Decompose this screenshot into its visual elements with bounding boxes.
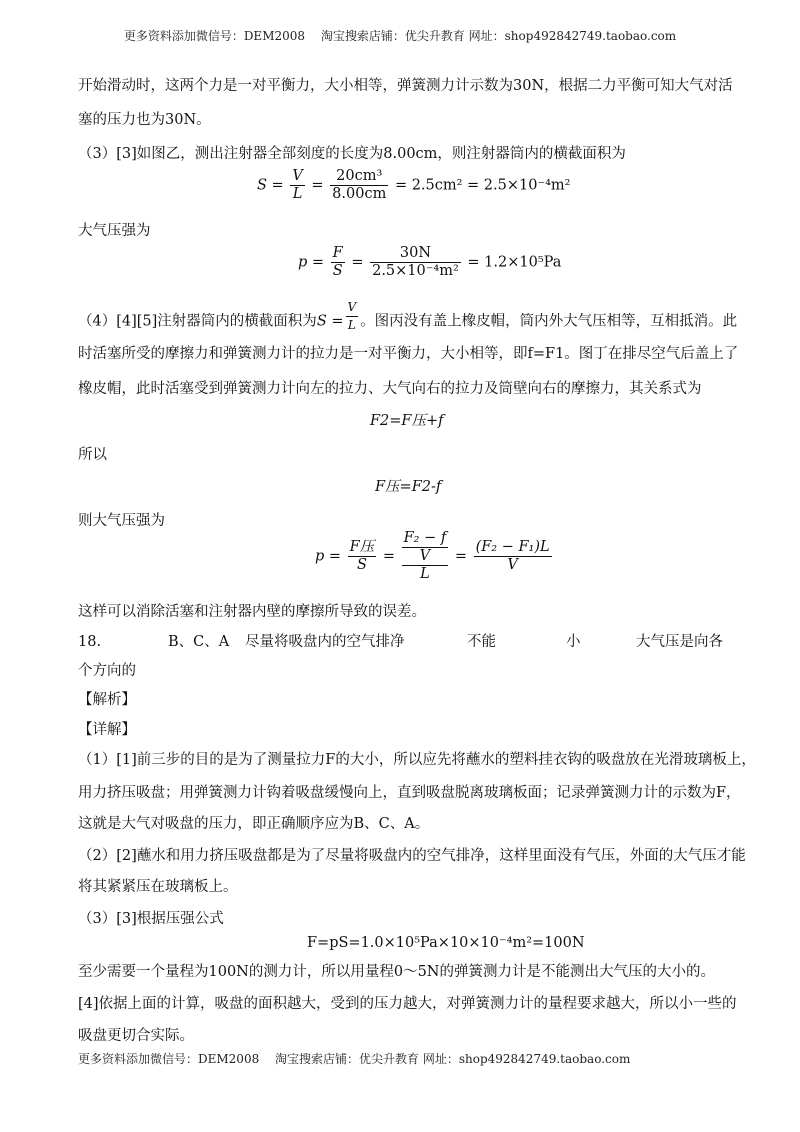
text-line: 塞的压力也为30N。: [78, 112, 211, 128]
text-line: 大气压强为: [78, 223, 151, 239]
denominator: S: [356, 557, 367, 573]
text-line: （1）[1]前三步的目的是为了测量拉力F的大小，所以应先将蘸水的塑料挂衣钩的吸盘放在光滑玻璃板上，: [78, 752, 756, 768]
fraction: [474, 539, 552, 574]
denominator: 2.5×10⁻⁴m²: [372, 263, 459, 279]
denominator-numerator: V: [402, 548, 449, 566]
denominator: L: [292, 186, 303, 202]
section-heading: 【详解】: [78, 722, 136, 738]
eq-rhs: = 2.5cm² = 2.5×10⁻⁴m²: [394, 177, 571, 194]
text-line: （3）[3]根据压强公式: [78, 911, 224, 927]
text-line: 这样可以消除活塞和注射器内壁的摩擦所导致的误差。: [78, 604, 426, 620]
text-line: 至少需要一个量程为100N的测力计，所以用量程0～5N的弹簧测力计是不能测出大气压的大小的。: [78, 964, 715, 980]
text-line: 所以: [78, 447, 107, 463]
eq-lhs: S =: [316, 313, 344, 330]
equation-pressure-derived: p = $\frac{\text{F压}}{S}$ = F₂ − f V L = $\frac{\text{(F₂ − F₁)L}}{V}$: [315, 530, 550, 582]
text-line: 将其紧紧压在玻璃板上。: [78, 879, 238, 895]
denominator: S: [332, 263, 343, 279]
fraction: [290, 168, 304, 203]
section-heading: 【解析】: [78, 692, 136, 708]
text-span: （4）[4][5]注射器筒内的横截面积为: [78, 313, 317, 330]
numerator: F₂ − f: [403, 530, 447, 546]
numerator: F: [332, 245, 343, 261]
page-header: 更多资料添加微信号：DEM2008 淘宝搜索店铺：优尖升教育 网址：shop492842749.taobao.com: [123, 29, 677, 43]
numerator: 20cm³: [330, 168, 388, 186]
denominator: 8.00cm: [332, 186, 387, 202]
answer-number: 18.: [78, 634, 102, 650]
fraction: [330, 168, 388, 203]
fraction: [348, 539, 377, 574]
page-footer: 更多资料添加微信号：DEM2008 淘宝搜索店铺：优尖升教育 网址：shop492842749.taobao.com: [78, 1052, 631, 1066]
equation-area: S = $\frac{V}{L}$ = $\frac{\text{20cm³}}{8.00cm}$ = 2.5cm² = 2.5×10⁻⁴m²: [257, 168, 571, 202]
denominator: L: [347, 318, 356, 332]
text-line: 这就是大气对吸盘的压力，即正确顺序应为B、C、A。: [78, 816, 430, 832]
eq-rhs: = 1.2×10⁵Pa: [467, 254, 562, 271]
formula-line: F压=F2-f: [375, 479, 442, 495]
denominator-denominator: L: [420, 566, 430, 582]
text-line: 时活塞所受的摩擦力和弹簧测力计的拉力是一对平衡力，大小相等，即f=F1。图丁在排尽空气后盖上了: [78, 346, 739, 362]
text-line: （3）[3]如图乙，测出注射器全部刻度的长度为8.00cm，则注射器筒内的横截面积为: [78, 146, 626, 162]
eq-lhs: S =: [257, 177, 284, 194]
text-line: 则大气压强为: [78, 513, 165, 529]
text-line: 用力挤压吸盘；用弹簧测力计钩着吸盘缓慢向上，直到吸盘脱离玻璃板面；记录弹簧测力计的示数为F，: [78, 785, 741, 801]
answer-1: B、C、A: [168, 634, 230, 650]
numerator: 30N: [370, 245, 461, 263]
formula-line: F=pS=1.0×10⁵Pa×10×10⁻⁴m²=100N: [307, 935, 585, 951]
fraction: [402, 530, 449, 583]
eq-lhs: p =: [298, 254, 325, 271]
text-line: 橡皮帽，此时活塞受到弹簧测力计向左的拉力、大气向右的拉力及筒壁向右的摩擦力，其关系式为: [78, 381, 702, 397]
numerator: V: [292, 168, 303, 184]
fraction: [370, 245, 461, 280]
text-line: 吸盘更切合实际。: [78, 1028, 194, 1044]
numerator: (F₂ − F₁)L: [475, 539, 550, 555]
numerator: V: [346, 299, 359, 317]
answer-2: 尽量将吸盘内的空气排净: [245, 634, 405, 650]
denominator: V: [507, 557, 518, 573]
text-line: （2）[2]蘸水和用力挤压吸盘都是为了尽量将吸盘内的空气排净，这样里面没有气压，外面的大气压才能: [78, 848, 746, 864]
text-line: 开始滑动时，这两个力是一对平衡力，大小相等，弹簧测力计示数为30N，根据二力平衡可知大气对活: [78, 78, 733, 94]
text-span: 。图丙没有盖上橡皮帽，筒内外大气压相等，互相抵消。此: [360, 313, 738, 330]
answer-3: 不能: [467, 634, 496, 650]
inline-fraction: [346, 299, 359, 334]
fraction: [331, 245, 345, 280]
answer-5: 大气压是向各: [636, 634, 723, 650]
equation-pressure: p = $\frac{F}{S}$ = $\frac{30N}{\text{2.5×10⁻⁴m²}}$ = 1.2×10⁵Pa: [298, 245, 562, 279]
eq-lhs: p =: [315, 548, 342, 565]
numerator: F压: [349, 539, 375, 555]
formula-line: F2=F压+f: [370, 413, 444, 429]
text-line: [78, 300, 738, 334]
answer-4: 小: [566, 634, 581, 650]
text-line: 个方向的: [78, 663, 136, 679]
text-line: [4]依据上面的计算，吸盘的面积越大，受到的压力越大，对弹簧测力计的量程要求越大，所以小一些的: [78, 996, 737, 1012]
